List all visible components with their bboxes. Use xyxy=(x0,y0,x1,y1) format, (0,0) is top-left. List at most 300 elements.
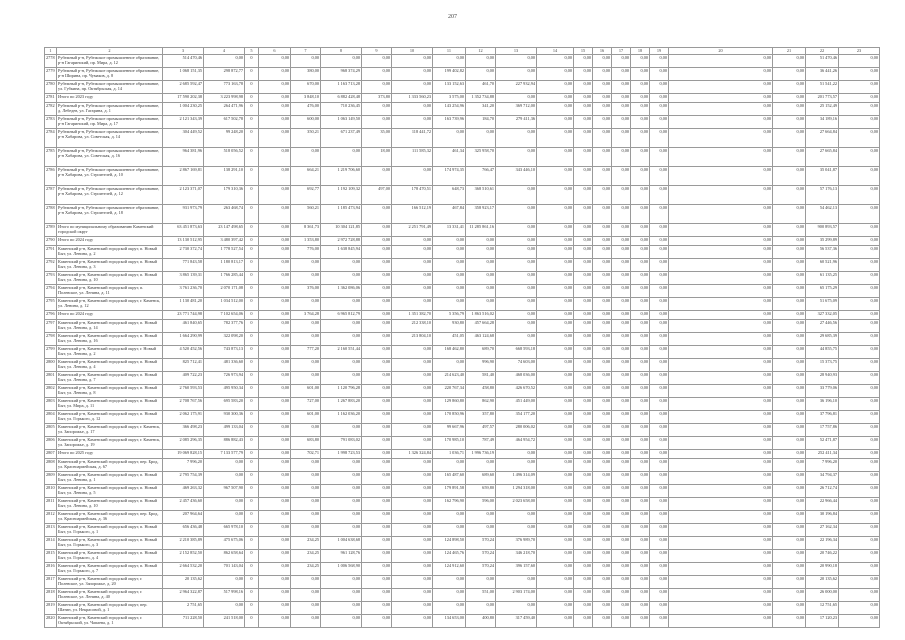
value-cell: 0,00 xyxy=(669,450,773,459)
value-cell: 0,00 xyxy=(321,459,362,472)
value-cell: 0,00 xyxy=(362,285,392,298)
value-cell: 862,90 xyxy=(466,398,496,411)
row-id: 2818 xyxy=(45,589,57,602)
value-cell: 0,00 xyxy=(362,167,392,186)
row-id: 2811 xyxy=(45,498,57,511)
value-cell: 54 462,13 xyxy=(806,205,839,224)
value-cell: 1 192 109,32 xyxy=(321,186,362,205)
table-row xyxy=(45,333,880,346)
value-cell: 325 958,70 xyxy=(466,148,496,167)
value-cell: 0,00 xyxy=(433,459,466,472)
value-cell: 0,00 xyxy=(291,498,321,511)
value-cell: 0,00 xyxy=(537,563,574,576)
value-cell: 0 xyxy=(245,320,259,333)
address-cell: Итого по муниципальному образованию Каменский городской округ xyxy=(57,224,163,237)
value-cell: 0,00 xyxy=(392,259,433,272)
value-cell: 0,00 xyxy=(392,55,433,68)
value-cell: 0,00 xyxy=(773,186,806,205)
value-cell: 0,00 xyxy=(574,81,593,94)
value-cell: 0,00 xyxy=(773,550,806,563)
value-cell: 0,00 xyxy=(593,372,612,385)
row-id: 2803 xyxy=(45,398,57,411)
value-cell: 0,00 xyxy=(631,186,650,205)
table-row xyxy=(45,385,880,398)
value-cell: 170 985,10 xyxy=(433,437,466,450)
value-cell: 0,00 xyxy=(669,259,773,272)
value-cell: 0,00 xyxy=(496,459,537,472)
row-id: 2801 xyxy=(45,372,57,385)
value-cell: 601,00 xyxy=(291,411,321,424)
value-cell: 0,00 xyxy=(593,589,612,602)
value-cell: 0,00 xyxy=(259,333,291,346)
value-cell: 0,00 xyxy=(612,224,631,237)
value-cell: 0 xyxy=(245,537,259,550)
value-cell: 2 152 852,50 xyxy=(163,550,204,563)
address-cell: Каменский р-н, Каменский городской округ, п. Новый Быт, ул. Ленина, д. 5 xyxy=(57,485,163,498)
value-cell: 0,00 xyxy=(574,524,593,537)
value-cell: 0,00 xyxy=(537,437,574,450)
value-cell: 34 189,16 xyxy=(806,116,839,129)
value-cell: 0,00 xyxy=(593,167,612,186)
value-cell: 0,00 xyxy=(839,485,880,498)
row-id: 2817 xyxy=(45,576,57,589)
value-cell: 0,00 xyxy=(537,116,574,129)
value-cell: 0,00 xyxy=(650,424,669,437)
table-row xyxy=(45,472,880,485)
value-cell: 341,20 xyxy=(466,103,496,116)
value-cell: 0,00 xyxy=(392,385,433,398)
table-row xyxy=(45,485,880,498)
value-cell: 26 712,74 xyxy=(806,485,839,498)
value-cell: 409 722,23 xyxy=(163,372,204,385)
value-cell: 570,24 xyxy=(466,550,496,563)
value-cell: 0,00 xyxy=(612,615,631,628)
value-cell: 0,00 xyxy=(496,333,537,346)
address-cell: Каменский р-н, Каменский городской округ, г. Каменск, ул. Запорожье, д. 19 xyxy=(57,437,163,450)
value-cell: 0,00 xyxy=(839,459,880,472)
value-cell: 0,00 xyxy=(362,437,392,450)
table-row xyxy=(45,537,880,550)
address-cell: Итого по 2024 году xyxy=(57,311,163,320)
table-row xyxy=(45,186,880,205)
value-cell: 551,00 xyxy=(466,589,496,602)
value-cell: 0,00 xyxy=(574,116,593,129)
value-cell: 0,00 xyxy=(669,298,773,311)
value-cell: 227 932,94 xyxy=(496,81,537,94)
value-cell: 61 135,25 xyxy=(806,272,839,285)
value-cell: 0,00 xyxy=(574,237,593,246)
value-cell: 0,00 xyxy=(392,103,433,116)
value-cell: 0,00 xyxy=(574,186,593,205)
address-cell: Рубежный р-н, Рубежское промышленное образование, р-н Гагаринский, пр. Мира, д. 12 xyxy=(57,55,163,68)
value-cell: 0,00 xyxy=(537,68,574,81)
value-cell: 1 351 382,70 xyxy=(392,311,433,320)
row-id: 2804 xyxy=(45,411,57,424)
value-cell: 1 496 314,09 xyxy=(496,472,537,485)
value-cell: 0,00 xyxy=(631,298,650,311)
value-cell: 461,34 xyxy=(433,148,466,167)
value-cell: 0,00 xyxy=(593,550,612,563)
value-cell: 0,00 xyxy=(291,511,321,524)
value-cell: 1 036,71 xyxy=(433,450,466,459)
value-cell: 8 361,73 xyxy=(291,224,321,237)
value-cell: 0,00 xyxy=(593,148,612,167)
value-cell: 0,00 xyxy=(291,55,321,68)
value-cell: 0 xyxy=(245,81,259,94)
value-cell: 689,70 xyxy=(466,346,496,359)
value-cell: 1 180 813,17 xyxy=(204,259,245,272)
table-row xyxy=(45,359,880,372)
value-cell: 0,00 xyxy=(669,320,773,333)
value-cell: 0,00 xyxy=(773,411,806,424)
value-cell: 0,00 xyxy=(496,68,537,81)
value-cell: 0,00 xyxy=(574,311,593,320)
value-cell: 25 152,49 xyxy=(806,103,839,116)
value-cell: 0,00 xyxy=(392,81,433,94)
value-cell: 0,00 xyxy=(839,167,880,186)
value-cell: 0,00 xyxy=(612,450,631,459)
value-cell: 0,00 xyxy=(496,148,537,167)
value-cell: 0,00 xyxy=(631,511,650,524)
page-number: 207 xyxy=(448,14,457,20)
column-number: 11 xyxy=(433,48,466,55)
value-cell: 0,00 xyxy=(669,186,773,205)
row-id: 2813 xyxy=(45,524,57,537)
value-cell: 2 070 171,08 xyxy=(204,285,245,298)
address-cell: Рубежный р-н, Рубежское промышленное образование, р-н Хабарова, ул. Строителей, д. 10 xyxy=(57,167,163,186)
value-cell: 683,80 xyxy=(291,437,321,450)
row-id: 2810 xyxy=(45,485,57,498)
value-cell: 0,00 xyxy=(466,511,496,524)
value-cell: 476,00 xyxy=(291,103,321,116)
table-row xyxy=(45,205,880,224)
value-cell: 57 176,13 xyxy=(806,186,839,205)
value-cell: 400,80 xyxy=(466,615,496,628)
value-cell: 22 196,34 xyxy=(806,537,839,550)
value-cell: 0 xyxy=(245,167,259,186)
value-cell: 0,00 xyxy=(433,129,466,148)
value-cell: 0,00 xyxy=(631,333,650,346)
value-cell: 776,00 xyxy=(291,246,321,259)
value-cell: 0,00 xyxy=(466,602,496,615)
value-cell: 298 872,77 xyxy=(204,68,245,81)
value-cell: 0,00 xyxy=(537,550,574,563)
value-cell: 0,00 xyxy=(259,148,291,167)
value-cell: 0,00 xyxy=(362,411,392,424)
value-cell: 0,00 xyxy=(669,116,773,129)
value-cell: 0,00 xyxy=(669,602,773,615)
value-cell: 0,00 xyxy=(612,237,631,246)
value-cell: 727,00 xyxy=(291,398,321,411)
row-id: 2793 xyxy=(45,272,57,285)
value-cell: 0 xyxy=(245,205,259,224)
value-cell: 380,00 xyxy=(291,68,321,81)
value-cell: 0,00 xyxy=(362,550,392,563)
value-cell: 0,00 xyxy=(537,129,574,148)
value-cell: 0,00 xyxy=(631,498,650,511)
value-cell: 0,00 xyxy=(593,94,612,103)
value-cell: 1 362 086,06 xyxy=(321,285,362,298)
value-cell: 0,00 xyxy=(631,81,650,94)
value-cell: 0,00 xyxy=(631,537,650,550)
value-cell: 0,00 xyxy=(612,563,631,576)
value-cell: 1 006 568,90 xyxy=(321,563,362,576)
table-row xyxy=(45,224,880,237)
value-cell: 0,00 xyxy=(650,498,669,511)
value-cell: 0,00 xyxy=(259,205,291,224)
value-cell: 0,00 xyxy=(537,589,574,602)
address-cell: Рубежный р-н, Рубежское промышленное образование, р-н Хабарова, ул. Советская, д. 14 xyxy=(57,129,163,148)
value-cell: 0,00 xyxy=(773,485,806,498)
value-cell: 689,60 xyxy=(466,472,496,485)
value-cell: 17 757,86 xyxy=(806,424,839,437)
value-cell: 36 441,26 xyxy=(806,68,839,81)
value-cell: 0,00 xyxy=(593,485,612,498)
value-cell: 495 950,34 xyxy=(204,385,245,398)
value-cell: 0,00 xyxy=(362,563,392,576)
value-cell: 0,00 xyxy=(631,459,650,472)
value-cell: 0,00 xyxy=(433,524,466,537)
value-cell: 0,00 xyxy=(574,550,593,563)
table-row xyxy=(45,55,880,68)
value-cell: 656 436,48 xyxy=(163,524,204,537)
value-cell: 0,00 xyxy=(612,205,631,224)
value-cell: 0 xyxy=(245,511,259,524)
table-row xyxy=(45,615,880,628)
value-cell: 0,00 xyxy=(650,524,669,537)
value-cell: 0,00 xyxy=(362,205,392,224)
value-cell: 327 332,05 xyxy=(806,311,839,320)
value-cell: 0,00 xyxy=(204,498,245,511)
value-cell: 0,00 xyxy=(839,129,880,148)
value-cell: 0,00 xyxy=(362,385,392,398)
column-number: 16 xyxy=(593,48,612,55)
value-cell: 0,00 xyxy=(650,398,669,411)
value-cell: 350,21 xyxy=(291,129,321,148)
value-cell: 0,00 xyxy=(773,68,806,81)
value-cell: 0,00 xyxy=(612,385,631,398)
value-cell: 0 xyxy=(245,333,259,346)
value-cell: 27 665,84 xyxy=(806,148,839,167)
row-id: 2789 xyxy=(45,224,57,237)
address-cell: Каменский р-н, Каменский городской округ, г. Каменск, ул. Ленина, д. 12 xyxy=(57,298,163,311)
value-cell: 670,00 xyxy=(291,81,321,94)
column-number: 19 xyxy=(650,48,669,55)
value-cell: 0,00 xyxy=(362,320,392,333)
column-number: 5 xyxy=(245,48,259,55)
value-cell: 0,00 xyxy=(669,537,773,550)
row-id: 2794 xyxy=(45,285,57,298)
value-cell: 1 267 883,20 xyxy=(321,398,362,411)
value-cell: 0,00 xyxy=(631,372,650,385)
value-cell: 0,00 xyxy=(392,511,433,524)
value-cell: 0,00 xyxy=(773,372,806,385)
address-cell: Каменский р-н, Каменский городской округ, п. Новый Быт, ул. Горького, д. 7 xyxy=(57,563,163,576)
value-cell: 0,00 xyxy=(496,524,537,537)
value-cell: 0,00 xyxy=(773,224,806,237)
value-cell: 0,00 xyxy=(204,602,245,615)
value-cell: 0,00 xyxy=(362,372,392,385)
table-row xyxy=(45,103,880,116)
value-cell: 13 130 512,95 xyxy=(163,237,204,246)
value-cell: 0 xyxy=(245,298,259,311)
value-cell: 0,00 xyxy=(669,359,773,372)
value-cell: 0,00 xyxy=(574,511,593,524)
address-cell: Каменский р-н, Каменский городской округ, пер. Шатин, ул. Некрасовой, д. 1 xyxy=(57,602,163,615)
value-cell: 964 381,96 xyxy=(163,148,204,167)
value-cell: 0,00 xyxy=(669,576,773,589)
value-cell: 0,00 xyxy=(362,576,392,589)
value-cell: 0,00 xyxy=(574,94,593,103)
value-cell: 0,00 xyxy=(466,272,496,285)
table-row xyxy=(45,450,880,459)
value-cell: 0,00 xyxy=(650,272,669,285)
value-cell: 0,00 xyxy=(537,186,574,205)
table-row xyxy=(45,550,880,563)
value-cell: 0,00 xyxy=(612,424,631,437)
value-cell: 1 120 796,28 xyxy=(321,385,362,398)
value-cell: 51 541,22 xyxy=(806,81,839,94)
value-cell: 0,00 xyxy=(392,563,433,576)
value-cell: 0,00 xyxy=(392,272,433,285)
table-row xyxy=(45,285,880,298)
value-cell: 0,00 xyxy=(574,55,593,68)
value-cell: 1 996 736,19 xyxy=(466,450,496,459)
value-cell: 0,00 xyxy=(496,237,537,246)
value-cell: 617 502,78 xyxy=(204,116,245,129)
value-cell: 0,00 xyxy=(773,272,806,285)
value-cell: 0,00 xyxy=(839,311,880,320)
value-cell: 1 333 560,23 xyxy=(392,94,433,103)
row-id: 2787 xyxy=(45,186,57,205)
value-cell: 0,00 xyxy=(773,55,806,68)
value-cell: 0,00 xyxy=(631,116,650,129)
value-cell: 0,00 xyxy=(631,103,650,116)
value-cell: 0,00 xyxy=(669,524,773,537)
value-cell: 0,00 xyxy=(496,205,537,224)
value-cell: 0 xyxy=(245,246,259,259)
value-cell: 0,00 xyxy=(259,346,291,359)
value-cell: 0,00 xyxy=(392,246,433,259)
value-cell: 0,00 xyxy=(631,385,650,398)
value-cell: 1 326 324,84 xyxy=(392,450,433,459)
value-cell: 0,00 xyxy=(669,411,773,424)
value-cell: 0,00 xyxy=(650,511,669,524)
value-cell: 0 xyxy=(245,116,259,129)
value-cell: 0 xyxy=(245,186,259,205)
value-cell: 0,00 xyxy=(631,398,650,411)
value-cell: 0,00 xyxy=(321,576,362,589)
value-cell: 129 860,80 xyxy=(433,398,466,411)
value-cell: 0,00 xyxy=(773,398,806,411)
value-cell: 0,00 xyxy=(612,103,631,116)
value-cell: 0,00 xyxy=(612,81,631,94)
value-cell: 0,00 xyxy=(612,524,631,537)
value-cell: 0,00 xyxy=(537,298,574,311)
value-cell: 0,00 xyxy=(593,450,612,459)
value-cell: 570,24 xyxy=(466,563,496,576)
value-cell: 343 446,10 xyxy=(496,167,537,186)
value-cell: 0,00 xyxy=(496,186,537,205)
value-cell: 499 133,04 xyxy=(204,424,245,437)
value-cell: 0,00 xyxy=(574,205,593,224)
value-cell: 0,00 xyxy=(650,550,669,563)
value-cell: 234,25 xyxy=(291,550,321,563)
budget-table-container xyxy=(44,47,879,628)
value-cell: 0,00 xyxy=(612,346,631,359)
value-cell: 0,00 xyxy=(259,359,291,372)
value-cell: 0,00 xyxy=(362,459,392,472)
value-cell: 0 xyxy=(245,55,259,68)
value-cell: 0,00 xyxy=(259,246,291,259)
value-cell: 0,00 xyxy=(574,498,593,511)
value-cell: 0,00 xyxy=(631,129,650,148)
value-cell: 51 675,09 xyxy=(806,298,839,311)
value-cell: 124 898,50 xyxy=(433,537,466,550)
value-cell: 6 882 428,48 xyxy=(321,94,362,103)
value-cell: 0,00 xyxy=(669,55,773,68)
value-cell: 570,24 xyxy=(466,537,496,550)
value-cell: 0,00 xyxy=(593,602,612,615)
value-cell: 0,00 xyxy=(650,333,669,346)
value-cell: 743 873,13 xyxy=(204,346,245,359)
value-cell: 0,00 xyxy=(773,424,806,437)
value-cell: 2 751,65 xyxy=(163,602,204,615)
address-cell: Каменский р-н, Каменский городской округ, п. Новый Быт, ул. Ленина, д. 4 xyxy=(57,359,163,372)
value-cell: 0,00 xyxy=(669,472,773,485)
row-id: 2819 xyxy=(45,602,57,615)
address-cell: Рубежный р-н, Рубежское промышленное образование, р-н Хабарова, ул. Советская, д. 16 xyxy=(57,148,163,167)
value-cell: 0,00 xyxy=(773,148,806,167)
value-cell: 0,00 xyxy=(593,359,612,372)
value-cell: 497,57 xyxy=(466,424,496,437)
row-id: 2779 xyxy=(45,68,57,81)
value-cell: 0,00 xyxy=(650,285,669,298)
value-cell: 0,00 xyxy=(839,537,880,550)
value-cell: 3 865 139,31 xyxy=(163,272,204,285)
table-row xyxy=(45,237,880,246)
value-cell: 0,00 xyxy=(362,346,392,359)
value-cell: 0,00 xyxy=(650,563,669,576)
value-cell: 0,00 xyxy=(537,472,574,485)
value-cell: 357,80 xyxy=(466,411,496,424)
value-cell: 0,00 xyxy=(259,615,291,628)
row-id: 2798 xyxy=(45,333,57,346)
value-cell: 0,00 xyxy=(631,359,650,372)
value-cell: 0,00 xyxy=(669,272,773,285)
value-cell: 0,00 xyxy=(612,472,631,485)
value-cell: 0,00 xyxy=(839,437,880,450)
value-cell: 0,00 xyxy=(392,359,433,372)
value-cell: 35,00 xyxy=(362,129,392,148)
value-cell: 0,00 xyxy=(362,311,392,320)
address-cell: Каменский р-н, Каменский городской округ, п. Новый Быт, ул. Ленина, д. 7 xyxy=(57,372,163,385)
table-row xyxy=(45,576,880,589)
value-cell: 0,00 xyxy=(321,472,362,485)
value-cell: 0,00 xyxy=(574,602,593,615)
value-cell: 0,00 xyxy=(669,224,773,237)
value-cell: 52 471,87 xyxy=(806,437,839,450)
value-cell: 0,00 xyxy=(650,55,669,68)
value-cell: 0,00 xyxy=(650,94,669,103)
table-row xyxy=(45,298,880,311)
value-cell: 0,00 xyxy=(433,359,466,372)
value-cell: 0,00 xyxy=(537,272,574,285)
value-cell: 596,00 xyxy=(466,498,496,511)
value-cell: 0,00 xyxy=(650,246,669,259)
value-cell: 0,00 xyxy=(839,333,880,346)
value-cell: 1 778 527,54 xyxy=(204,246,245,259)
